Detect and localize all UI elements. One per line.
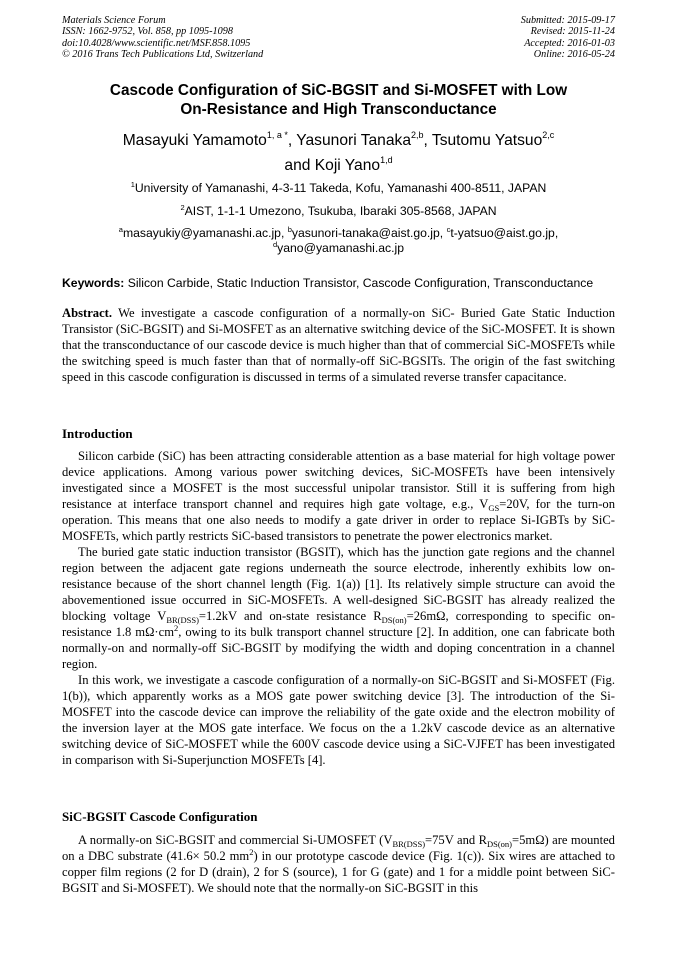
authors-line-1: Masayuki Yamamoto$^{1, a *}$, Yasunori Tanaka$^{2,b}$, Tsutomu Yatsuo$^{2,c}$ [122,130,555,149]
author-name: Koji Yano [314,157,381,174]
affiliation-text: University of Yamanashi, 4-3-11 Takeda, Kofu, Yamanashi 400-8511, JAPAN [134,181,547,195]
paragraph-text: =5mΩ) are mounted on a DBC substrate (41.6× 50.2 mm [62,833,615,863]
title-line-1: Cascode Configuration of SiC-BGSIT and Si-MOSFET with Low [109,82,568,99]
cascode-section-heading: SiC-BGSIT Cascode Configuration [62,809,258,824]
keywords-label: Keywords: [62,276,125,290]
subscript: BR(DSS) [392,839,426,849]
doi-line: doi:10.4028/www.scientific.net/MSF.858.1095 [62,37,251,49]
author-emails [62,226,615,256]
accepted-date: Accepted: 2016-01-03 [524,37,615,49]
introduction-body [62,448,615,768]
author-affil-mark: 1, a * [266,130,288,140]
email-address: yano@yamanashi.ac.jp [277,241,405,255]
emails-line-1 [62,226,615,241]
paragraph-text: , owing to its bulk transport channel structure [2]. In addition, one can fabricate both normally-on and normally-off SiC-BGSIT by modifying the width and doping concentration in a channel region. [62,625,615,671]
paragraph-text: Silicon carbide (SiC) has been attracting considerable attention as a base material for high voltage power device applications. Among various power switching devices, SiC-MOSFETs have been intensively investigated since a MOSFET is the most successful unipolar transistor. Still it is suffering from high resistance at interface transport channel and requires high gate voltage, e.g., V [62,449,615,511]
title-line-2: On-Resistance and High Transconductance [180,101,497,118]
affiliation-text: AIST, 1-1-1 Umezono, Tsukuba, Ibaraki 305-8568, JAPAN [184,204,497,218]
affiliation-mark: 1 [130,180,135,189]
affiliation-1 [62,181,615,196]
email-address: masayukiy@yamanashi.ac.jp, [122,226,288,240]
publication-dates [521,15,615,60]
paragraph-text: =26mΩ, corresponding to specific on-resistance 1.8 mΩ·cm [62,609,616,639]
email-mark: b [287,225,292,234]
cascode-paragraph-1 [62,832,615,896]
subscript: DS(on) [486,839,512,849]
intro-paragraph-2 [62,544,615,672]
revised-date: Revised: 2015-11-24 [530,26,615,38]
introduction-heading: Introduction [62,426,133,441]
paragraph-text: =1.2kV and on-state resistance R [198,609,382,623]
paper-title [62,81,615,119]
abstract-label: Abstract. [62,306,113,320]
superscript: 2 [174,623,179,633]
affiliation-2 [62,204,615,219]
cascode-section-body [62,832,615,896]
authors-line-2 [62,153,615,178]
author-name: Tsutomu Yatsuo [431,132,543,149]
issn-line: ISSN: 1662-9752, Vol. 858, pp 1095-1098 [62,26,233,38]
paragraph-text: =75V and R [425,833,487,847]
email-address: t-yatsuo@aist.go.jp, [450,226,559,240]
keywords [62,276,618,291]
author-affil-mark: 2,c [542,130,555,140]
submitted-date: Submitted: 2015-09-17 [520,15,615,26]
email-mark: a [118,225,123,234]
subscript: GS [488,503,500,513]
subscript: DS(on) [381,615,407,625]
intro-paragraph-1 [62,448,615,544]
author-conjunction: and [284,157,315,174]
subscript: BR(DSS) [166,615,199,625]
journal-name: Materials Science Forum [62,15,166,26]
journal-info [62,15,263,60]
email-mark: c [446,225,451,234]
abstract-text: We investigate a cascode configuration of a normally-on SiC- Buried Gate Static Induction Transistor (SiC-BGSIT) and Si-MOSFET as an alternative switching device of the SiC-MOSFET. It is shown that the transconductance of our cascode device is much higher than that of commercial SiC-MOSFETs while the switching speed is much faster than that of normally-off SiC-BGSITs. The origin of the fast switching speed in this cascode configuration is discussed in terms of a simulated reverse transfer capacitance. [62,306,615,384]
superscript: 2 [249,847,254,857]
copyright-line: © 2016 Trans Tech Publications Ltd, Switzerland [62,48,264,60]
abstract [62,305,615,385]
keywords-text: Silicon Carbide, Static Induction Transistor, Cascode Configuration, Transconductance [124,276,594,290]
paragraph-text: The buried gate static induction transistor (BGSIT), which has the junction gate regions and the channel region between the adjacent gate regions underneath the source electrode, inherently exhibits low on-resistance because of the short channel length (Fig. 1(a)) [1]. Its relatively simple structure can avoid the abovementioned issue occurred in SiC-MOSFETs. A well-designed SiC-BGSIT has already realized the blocking voltage V [62,545,615,623]
email-mark: d [272,240,278,249]
author-list [62,128,615,178]
author-affil-mark: 2,b [411,130,424,140]
intro-paragraph-3: In this work, we investigate a cascode configuration of a normally-on SiC-BGSIT and Si-MOSFET (Fig. 1(b)), which apparently works as a MOS gate power switching device [3]. The introduction of the Si-MOSFET into the cascode device can improve the reliability of the gate oxide and the electron mobility of the inversion layer at the MOS gate interface. We focus on the a 1.2kV cascode device as an alternative switching device of SiC-MOSFET while the 600V cascode device using a SiC-VJFET has been investigated in comparison with Si-Superjunction MOSFETs [4]. [62,673,615,767]
emails-line-2 [62,241,615,256]
paragraph-text: ) in our prototype cascode device (Fig. 1(c)). Six wires are attached to copper film regions (2 for D (drain), 2 for S (source), 1 for G (gate) and 1 for a middle point between SiC-BGSIT and Si-MOSFET). We should note that the normally-on SiC-BGSIT in this [62,849,615,895]
affiliation-mark: 2 [180,203,185,212]
paragraph-text: A normally-on SiC-BGSIT and commercial Si-UMOSFET (V [78,833,393,847]
author-affil-mark: 1,d [380,155,393,165]
author-name: Yasunori Tanaka [296,132,411,149]
author-name: Masayuki Yamamoto [122,132,267,149]
email-address: yasunori-tanaka@aist.go.jp, [291,226,447,240]
paragraph-text: =20V, for the turn-on operation. This means that one also needs to modify a gate driver in order to replace Si-IGBTs by SiC-MOSFETs, which partly restricts SiC-based transistors to penetrate the power electronics market. [62,497,615,543]
online-date: Online: 2016-05-24 [533,48,615,60]
